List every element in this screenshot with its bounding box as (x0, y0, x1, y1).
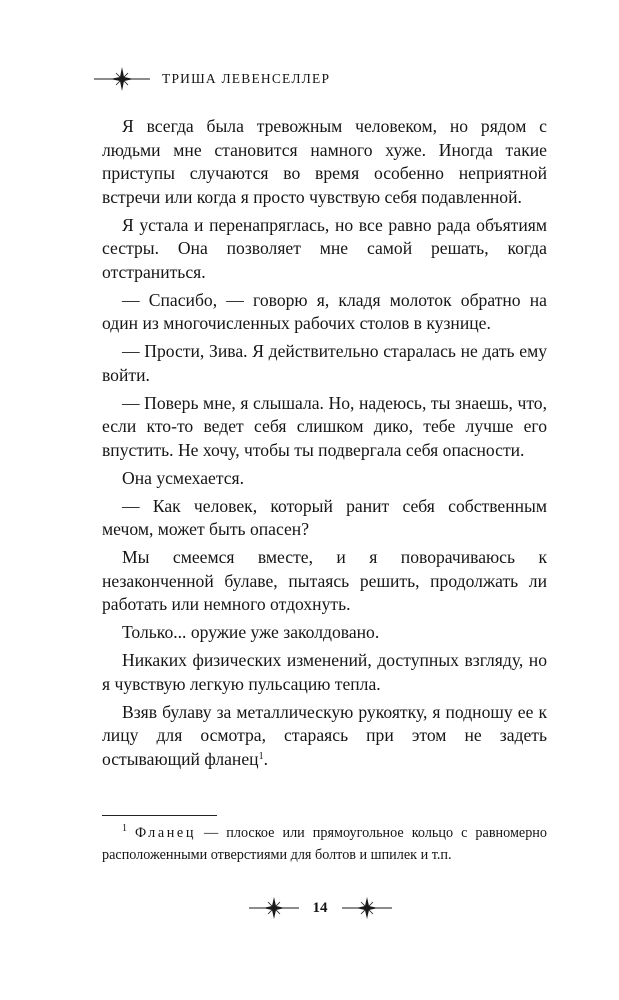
paragraph: — Поверь мне, я слышала. Но, надеюсь, ты знаешь, что, если кто-то ведет себя слишком дико, тебе лучше его впустить. Не хочу, чтобы ты подвергала себя опасности. (102, 392, 547, 460)
paragraph: — Спасибо, — говорю я, кладя молоток обратно на один из многочисленных рабочих столов в кузнице. (102, 289, 547, 333)
paragraph: Я всегда была тревожным человеком, но рядом с людьми мне становится намного хуже. Иногда такие приступы случаются во время особенно неприятной встречи или когда я просто чувствую себя подавленной. (102, 116, 547, 207)
star-ornament-icon (247, 893, 301, 923)
running-title: ТРИША ЛЕВЕНСЕЛЛЕР (162, 71, 331, 86)
footnote-reference: 1 (258, 750, 264, 762)
page-footer (230, 890, 410, 926)
paragraph: Она усмехается. (122, 467, 245, 488)
paragraph: Только... оружие уже заколдовано. (122, 622, 380, 642)
body-text (102, 115, 547, 776)
running-header (92, 64, 330, 94)
paragraph-last-text: Взяв булаву за металлическую рукоятку, я подношу ее к лицу для осмотра, стараясь при этом не задеть остывающий фланец (102, 701, 547, 769)
paragraph: — Прости, Зива. Я действительно старалась не дать ему войти. (102, 341, 547, 385)
page-number: 14 (312, 899, 328, 916)
star-ornament-icon (340, 893, 394, 923)
paragraph: Мы смеемся вместе, и я поворачиваюсь к незаконченной булаве, пытаясь решить, продолжать ли работать или немного отдохнуть. (102, 547, 547, 614)
paragraph: Я устала и перенапряглась, но все равно рада объятиям сестры. Она позволяет мне самой решать, когда отстраниться. (102, 214, 547, 282)
footnote-term: Фланец (135, 825, 197, 841)
paragraph: — Как человек, который ранит себя собственным мечом, может быть опасен? (102, 495, 547, 539)
paragraph: Никаких физических изменений, доступных взгляду, но я чувствую легкую пульсацию тепла. (102, 650, 547, 694)
footnote (102, 822, 547, 866)
footnote-marker: 1 (122, 823, 127, 834)
footnote-text: — плоское или прямоугольное кольцо с равномерно расположенными отверстиями для болтов и шпилек и т.п. (102, 825, 547, 863)
footnote-divider (102, 815, 217, 816)
paragraph-last: Взяв булаву за металлическую рукоятку, я подношу ее к лицу для осмотра, стараясь при этом не задеть остывающий фланец$^1$. (102, 701, 547, 769)
star-ornament-icon (92, 64, 152, 94)
